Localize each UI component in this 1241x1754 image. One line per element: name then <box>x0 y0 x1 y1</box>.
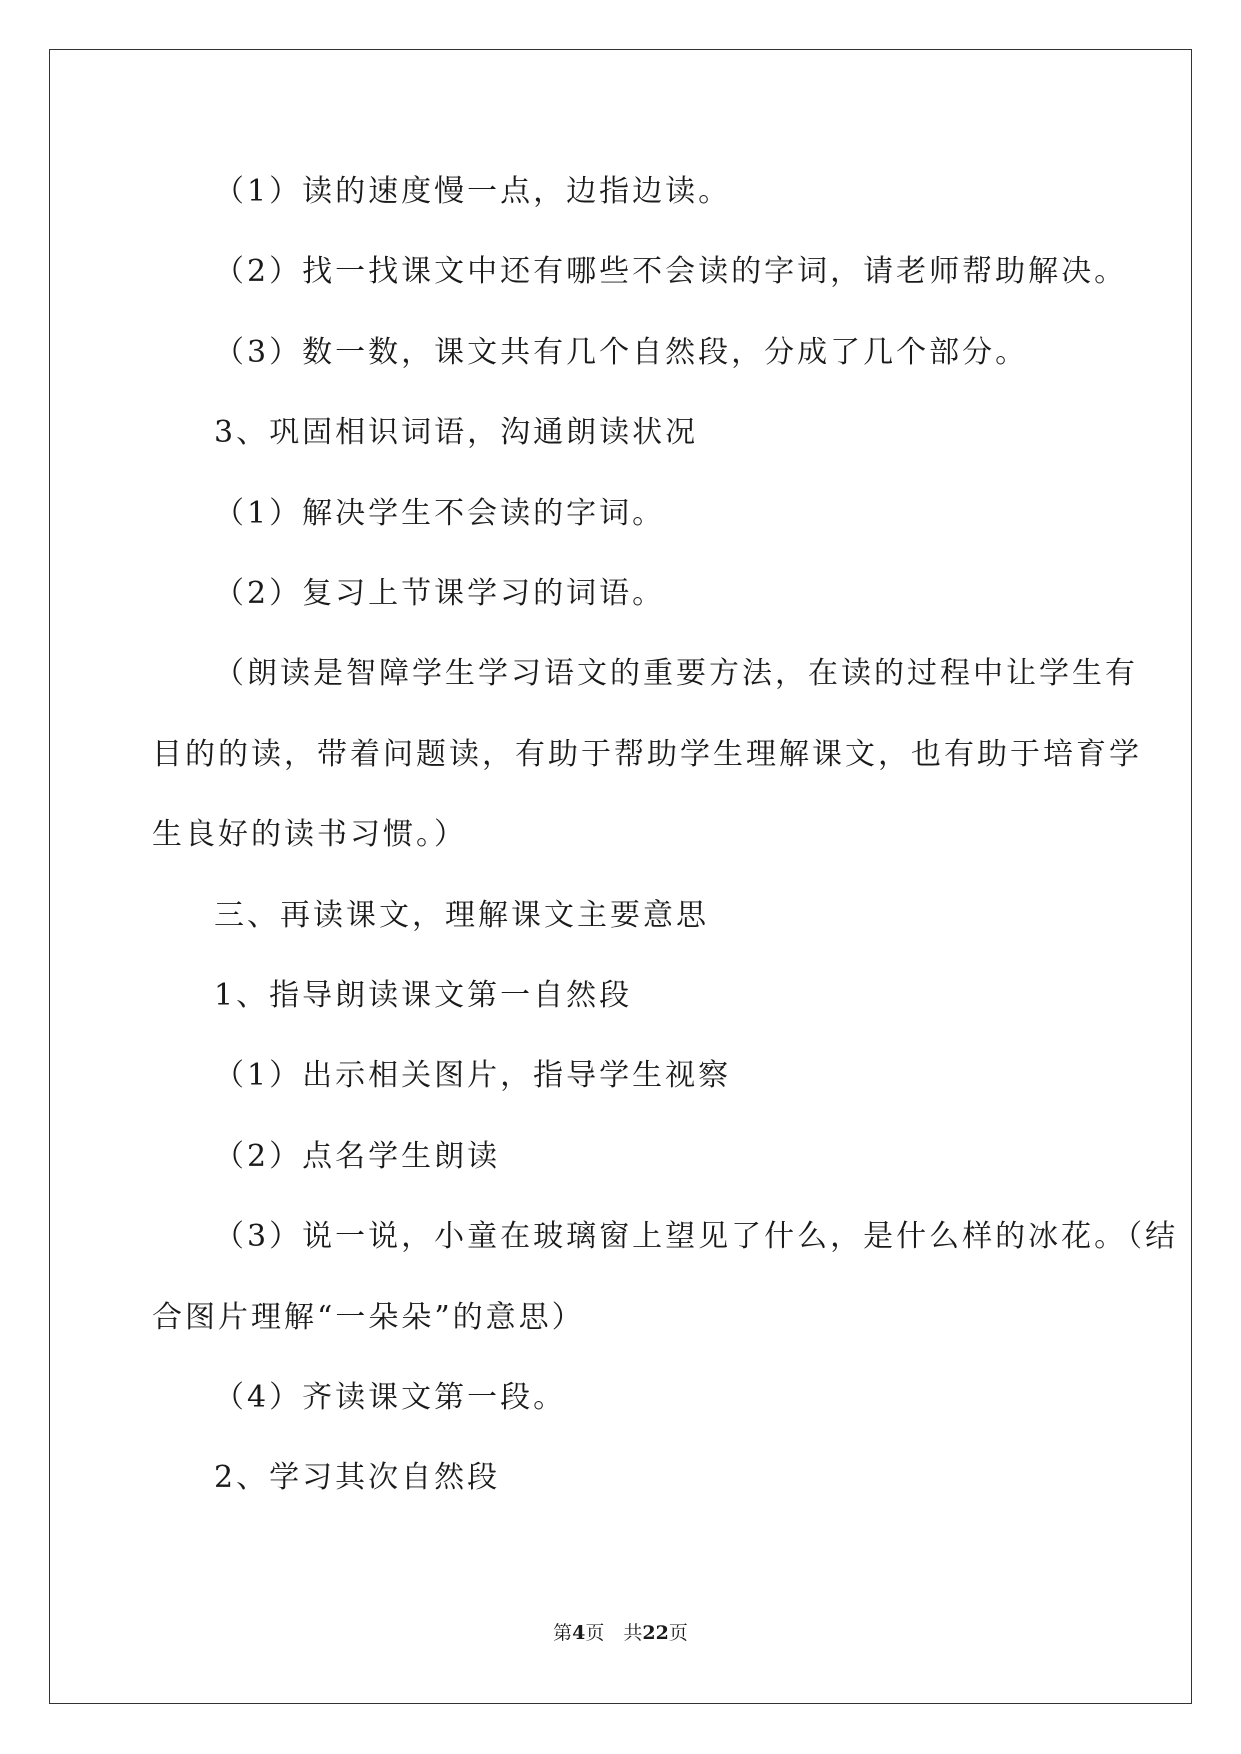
page-border <box>49 49 1192 1704</box>
text-line-14: （3）说一说，小童在玻璃窗上望见了什么，是什么样的冰花。（结 <box>214 1219 1179 1254</box>
text-line-6: （2）复习上节课学习的词语。 <box>214 576 666 611</box>
text-line-5: （1）解决学生不会读的字词。 <box>214 496 666 531</box>
total-pages-number: 22 <box>642 1622 669 1644</box>
text-line-10: 三、再读课文，理解课文主要意思 <box>214 898 709 933</box>
text-line-15: 合图片理解“一朵朵”的意思） <box>152 1300 585 1335</box>
text-line-11: 1、指导朗读课文第一自然段 <box>214 978 633 1013</box>
text-line-13: （2）点名学生朗读 <box>214 1139 501 1174</box>
text-line-4: 3、巩固相识词语，沟通朗读状况 <box>214 415 699 450</box>
text-line-17: 2、学习其次自然段 <box>214 1460 501 1495</box>
current-page-number: 4 <box>572 1622 586 1644</box>
text-line-7: （朗读是智障学生学习语文的重要方法，在读的过程中让学生有 <box>214 656 1138 691</box>
text-line-2: （2）找一找课文中还有哪些不会读的字词，请老师帮助解决。 <box>214 254 1128 289</box>
page-footer <box>0 1620 1241 1646</box>
footer-suffix: 页 <box>668 1622 688 1644</box>
text-line-16: （4）齐读课文第一段。 <box>214 1380 567 1415</box>
text-line-8: 目的的读，带着问题读，有助于帮助学生理解课文，也有助于培育学 <box>152 737 1142 772</box>
text-line-3: （3）数一数，课文共有几个自然段，分成了几个部分。 <box>214 335 1029 370</box>
text-line-1: （1）读的速度慢一点，边指边读。 <box>214 174 732 209</box>
text-line-12: （1）出示相关图片，指导学生视察 <box>214 1058 732 1093</box>
footer-prefix: 第 <box>553 1622 573 1644</box>
footer-middle: 页 共 <box>585 1622 643 1644</box>
text-line-9: 生良好的读书习惯。） <box>152 817 467 852</box>
